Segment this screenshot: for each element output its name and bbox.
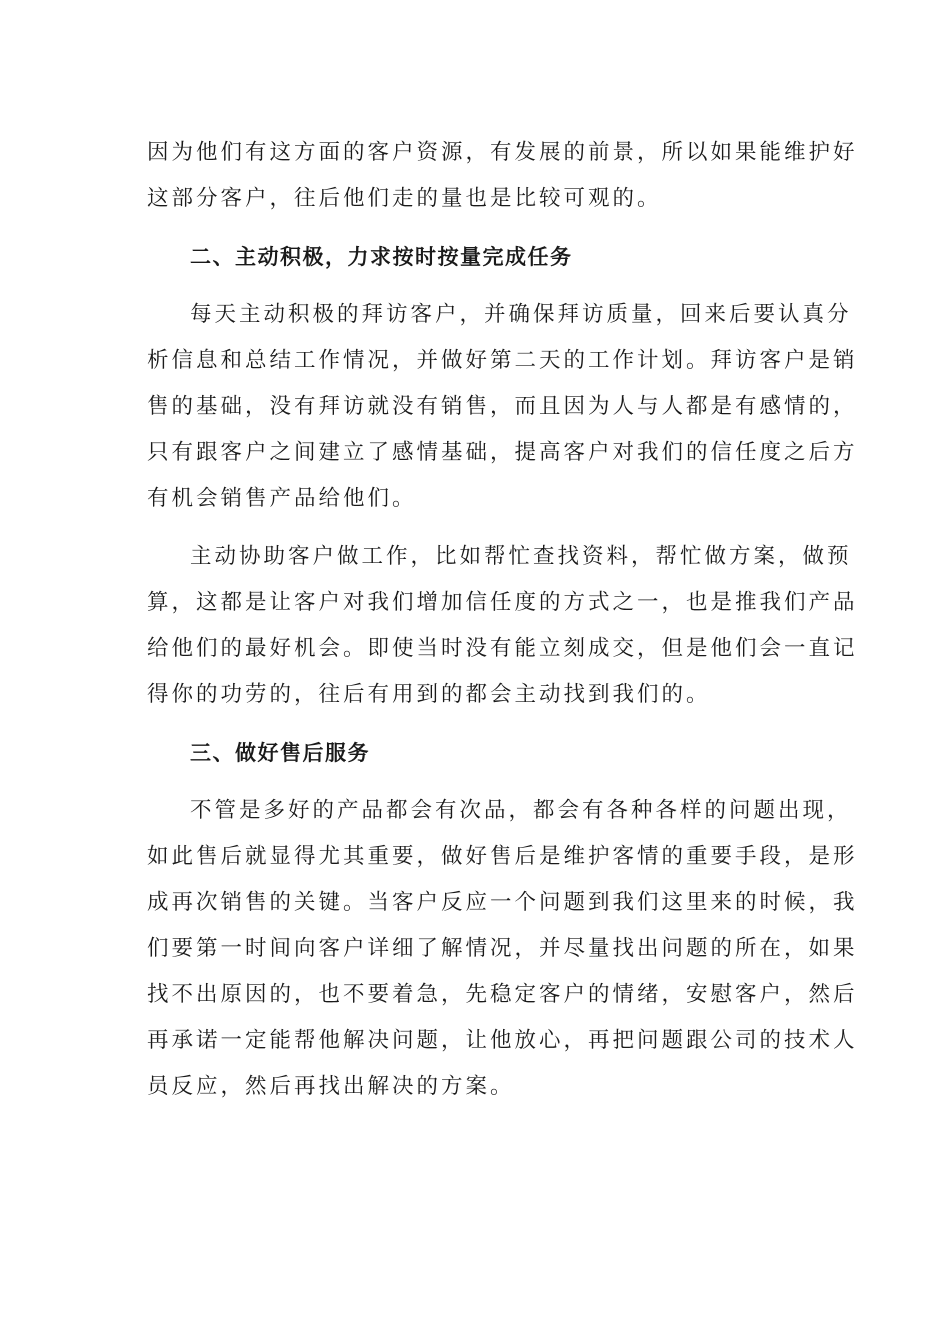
paragraph-line: 如此售后就显得尤其重要，做好售后是维护客情的重要手段，是形 — [147, 844, 858, 869]
paragraph-line: 员反应，然后再找出解决的方案。 — [147, 1074, 515, 1099]
paragraph-after-sales — [147, 788, 858, 1110]
paragraph-line: 只有跟客户之间建立了感情基础，提高客户对我们的信任度之后方 — [147, 440, 858, 465]
paragraph-line: 因为他们有这方面的客户资源，有发展的前景，所以如果能维护好 — [147, 140, 858, 165]
paragraph-line: 成再次销售的关键。当客户反应一个问题到我们这里来的时候，我 — [147, 890, 858, 915]
paragraph-assist-clients — [147, 534, 858, 718]
paragraph-line: 给他们的最好机会。即使当时没有能立刻成交，但是他们会一直记 — [147, 636, 858, 661]
paragraph-line: 析信息和总结工作情况，并做好第二天的工作计划。拜访客户是销 — [147, 348, 858, 373]
paragraph-line: 不管是多好的产品都会有次品，都会有各种各样的问题出现， — [190, 798, 852, 823]
paragraph-line: 这部分客户，往后他们走的量也是比较可观的。 — [147, 186, 662, 211]
paragraph-line: 得你的功劳的，往后有用到的都会主动找到我们的。 — [147, 682, 711, 707]
paragraph-line: 再承诺一定能帮他解决问题，让他放心，再把问题跟公司的技术人 — [147, 1028, 858, 1053]
paragraph-line: 们要第一时间向客户详细了解情况，并尽量找出问题的所在，如果 — [147, 936, 858, 961]
paragraph-line: 售的基础，没有拜访就没有销售，而且因为人与人都是有感情的， — [147, 394, 858, 419]
paragraph-line: 找不出原因的，也不要着急，先稳定客户的情绪，安慰客户，然后 — [147, 982, 858, 1007]
paragraph-line: 主动协助客户做工作，比如帮忙查找资料，帮忙做方案，做预 — [190, 544, 852, 569]
section-heading-3: 三、做好售后服务 — [190, 741, 370, 765]
paragraph-line: 每天主动积极的拜访客户，并确保拜访质量，回来后要认真分 — [190, 302, 852, 327]
section-heading-2: 二、主动积极，力求按时按量完成任务 — [190, 245, 573, 269]
paragraph-visit-clients — [147, 292, 858, 522]
paragraph-line: 算，这都是让客户对我们增加信任度的方式之一，也是推我们产品 — [147, 590, 858, 615]
paragraph-continued — [147, 130, 858, 222]
document-body — [147, 130, 858, 1122]
paragraph-line: 有机会销售产品给他们。 — [147, 486, 417, 511]
